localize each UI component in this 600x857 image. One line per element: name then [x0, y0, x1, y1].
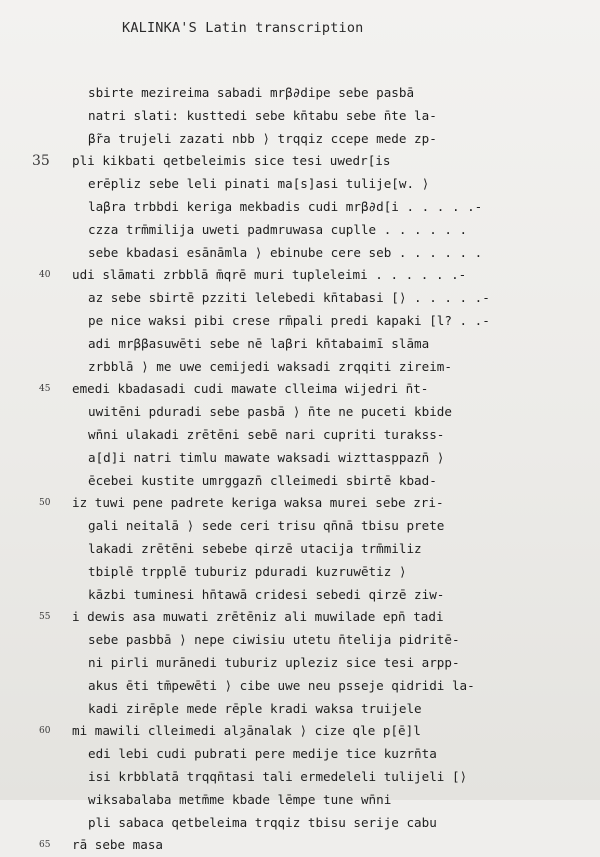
transcription-line — [72, 812, 592, 835]
transcription-line — [72, 310, 592, 333]
transcription-line — [72, 242, 592, 265]
line-text: akus ēti tm̄pewēti ⟩ cibe uwe neu psseje qidridi la- — [88, 677, 475, 693]
transcription-line — [72, 538, 592, 561]
line-text: erēpliz sebe leli pinati ma[s]asi tulije[w. ⟩ — [88, 176, 430, 192]
line-number: 45 — [39, 384, 51, 395]
transcription-line — [72, 128, 592, 151]
line-text: natri slati: kusttedi sebe kn̄tabu sebe n̄te la- — [88, 107, 437, 123]
transcription-line — [72, 515, 592, 538]
transcription-line — [72, 698, 592, 721]
line-number: 60 — [39, 726, 51, 737]
line-text: edi lebi cudi pubrati pere medije tice kuzrn̄ta — [88, 746, 437, 762]
transcription-line — [72, 219, 592, 242]
transcription-line — [39, 378, 592, 401]
line-text: a[d]i natri timlu mawate waksadi wizttasppazn̄ ⟩ — [88, 449, 445, 465]
line-text: sebe kbadasi esānāmla ⟩ ebinube cere seb . . . . . . — [88, 244, 483, 260]
transcription-line — [39, 606, 592, 629]
transcription-line — [39, 264, 592, 287]
line-text: laβra trbbdi keriga mekbadis cudi mrβ∂d[i . . . . .- — [88, 198, 483, 214]
line-text: lakadi zrētēni sebebe qirzē utacija trm̄miliz — [88, 540, 422, 556]
transcription-line — [72, 629, 592, 652]
line-text: adi mrββasuwēti sebe nē laβri kn̄tabaimī slāma — [88, 335, 430, 351]
transcription-line — [72, 401, 592, 424]
line-text: czza trm̄milija uweti padmruwasa cuplle . . . . . . — [88, 221, 468, 237]
line-text: wiksabalaba metm̄me kbade lēmpe tune wn̄ni — [88, 791, 392, 807]
line-text: mi mawili clleimedi alȝānalak ⟩ cize qle p[ē]l — [72, 723, 421, 739]
transcription-line — [72, 82, 592, 105]
line-text: ēcebei kustite umrggazn̄ clleimedi sbirtē kbad- — [88, 472, 437, 488]
line-text: pli sabaca qetbeleima trqqiz tbisu serije cabu — [88, 814, 437, 830]
transcription-line — [72, 675, 592, 698]
transcription-line — [72, 105, 592, 128]
line-text: gali neitalā ⟩ sede ceri trisu qn̄nā tbisu prete — [88, 518, 445, 534]
transcription-line — [72, 356, 592, 379]
transcription-line — [72, 743, 592, 766]
transcription-line — [72, 766, 592, 789]
line-text: emedi kbadasadi cudi mawate clleima wijedri n̄t- — [72, 381, 429, 397]
line-number: 35 — [32, 153, 50, 170]
line-text: tbiplē trpplē tuburiz pduradi kuzruwētiz ⟩ — [88, 563, 407, 579]
line-text: kadi zirēple mede rēple kradi waksa truijele — [88, 700, 422, 716]
transcription-text — [32, 82, 592, 857]
line-text: uwitēni pduradi sebe pasbā ⟩ n̄te ne puceti kbide — [88, 404, 452, 420]
line-text: ni pirli murānedi tuburiz upleziz sice tesi arpp- — [88, 654, 460, 670]
transcription-line — [39, 492, 592, 515]
line-number: 50 — [39, 498, 51, 509]
transcription-line — [72, 470, 592, 493]
transcription-line — [72, 652, 592, 675]
line-text: isi krbblatā trqqn̄tasi tali ermedeleli tulijeli [⟩ — [88, 768, 468, 784]
transcription-line — [72, 789, 592, 812]
line-text: pli kikbati qetbeleimis sice tesi uwedr[is — [72, 153, 391, 169]
transcription-line — [72, 287, 592, 310]
page-header: KALINKA'S Latin transcription — [122, 20, 364, 36]
transcription-line — [39, 720, 592, 743]
transcription-line — [32, 150, 592, 173]
line-text: wn̄ni ulakadi zrētēni sebē nari cupriti turakss- — [88, 426, 445, 442]
transcription-line — [39, 834, 592, 857]
line-text: kāzbi tuminesi hn̄tawā cridesi sebedi qirzē ziw- — [88, 586, 445, 602]
transcription-line — [72, 173, 592, 196]
transcription-line — [72, 424, 592, 447]
line-text: rā sebe masa — [72, 837, 163, 853]
line-number: 55 — [39, 612, 51, 623]
transcription-line — [72, 333, 592, 356]
line-text: udi slāmati zrbblā m̄qrē muri tupleleimi . . . . . .- — [72, 267, 467, 283]
line-text: az sebe sbirtē pzziti lelebedi kn̄tabasi [⟩ . . . . .- — [88, 290, 490, 306]
transcription-line — [72, 561, 592, 584]
line-number: 65 — [39, 840, 51, 851]
line-text: pe nice waksi pibi crese rm̄pali predi kapaki [l? . .- — [88, 312, 490, 328]
line-text: β̃ra trujeli zazati nbb ⟩ trqqiz ccepe mede zp- — [88, 130, 437, 146]
line-text: sebe pasbbā ⟩ nepe ciwisiu utetu n̄telija pidritē- — [88, 632, 460, 648]
line-text: i dewis asa muwati zrētēniz ali muwilade epn̄ tadi — [72, 609, 444, 625]
transcription-line — [72, 447, 592, 470]
line-number: 40 — [39, 270, 51, 281]
line-text: zrbblā ⟩ me uwe cemijedi waksadi zrqqiti zireim- — [88, 358, 452, 374]
line-text: sbirte mezireima sabadi mrβ∂dipe sebe pasbā — [88, 85, 415, 100]
transcription-line — [72, 196, 592, 219]
line-text: iz tuwi pene padrete keriga waksa murei sebe zri- — [72, 495, 444, 511]
transcription-line — [72, 584, 592, 607]
